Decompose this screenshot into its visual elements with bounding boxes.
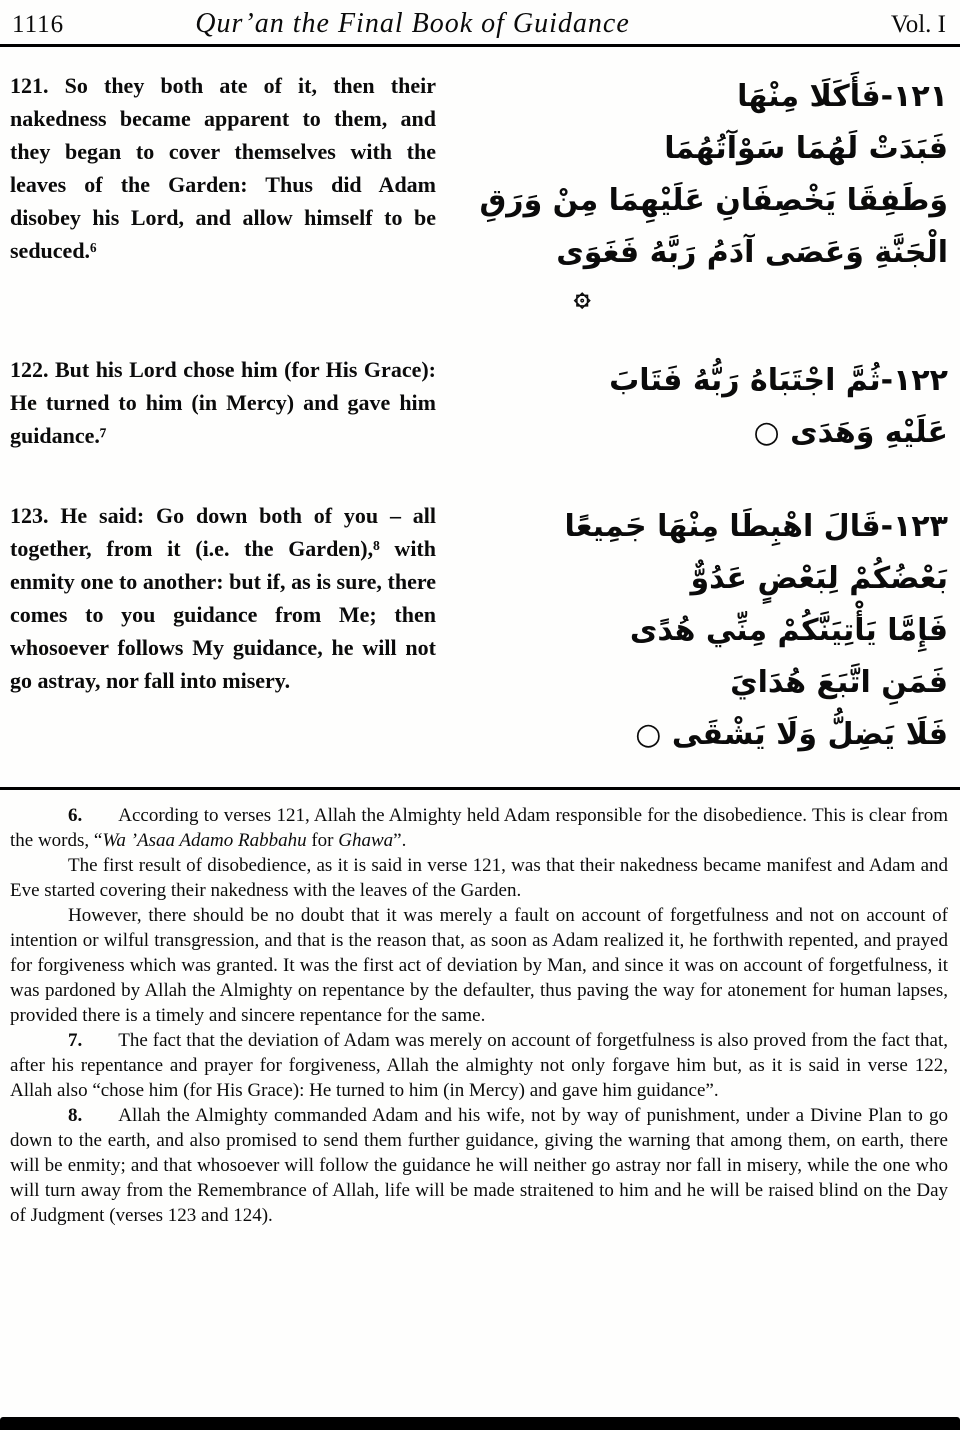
footnote-paragraph bbox=[10, 1028, 948, 1103]
verse-123-english: 123. He said: Go down both of you – all together, from it (i.e. the Garden),⁸ with enmity one to another: but if, as is sure, there comes to you guidance from Me; then whosoever follows My guidance, he will not go astray, nor fall into misery. bbox=[10, 503, 436, 693]
arabic-line: فَلَا يَضِلُّ وَلَا يَشْقَى ○ bbox=[635, 717, 948, 752]
footnote-text: However, there should be no doubt that it was merely a fault on account of forgetfulness and not on account of intention or wilful transgression, and that is the reason that, as soon as Adam realized it, he forthwith repented, and prayed for forgiveness which was granted. It was the first act of deviation by Man, and since it was on account of forgetfulness, it was pardoned by Allah the Almighty on repentance by the defaulter, thus paving the way for atonement for human lapses, provided there is a timely and sincere repentance for the same. bbox=[10, 905, 948, 1026]
footnote-number: 6. bbox=[68, 805, 83, 826]
arabic-line: الْجَنَّةِ وَعَصَى آدَمُ رَبَّهُ فَغَوَى bbox=[556, 235, 948, 270]
footnote-text: Wa ’Asaa Adamo Rabbahu bbox=[102, 830, 307, 851]
page-header bbox=[0, 0, 960, 44]
footnote-text: for bbox=[306, 830, 339, 851]
ruku-mark: ۞ bbox=[574, 279, 591, 312]
arabic-line: فَإِمَّا يَأْتِيَنَّكُمْ مِنِّي هُدًى bbox=[629, 613, 948, 648]
footnote-text: Allah the Almighty commanded Adam and his wife, not by way of punishment, under a Divine Plan to go down to the earth, and also promised to send them further guidance, giving the warning that among them, on earth, there will be enmity; and that whosoever will follow the guidance he will neither go astray nor fall in misery, while the one who will turn away from the Remembrance of Allah, life will be made straitened to him and he will be raised blind on the Day of Judgment (verses 123 and 124). bbox=[10, 1105, 948, 1226]
verse-121-english: 121. So they both ate of it, then their nakedness became apparent to them, and they began to cover themselves with the leaves of the Garden: Thus did Adam disobey his Lord, and allow himself to be seduced.⁶ bbox=[10, 73, 436, 263]
footnote-text: Ghawa bbox=[338, 830, 394, 851]
verse-123-arabic bbox=[456, 499, 948, 761]
footnote-text: The first result of disobedience, as it is said in verse 121, was that their nakedness became manifest and Adam and Eve started covering their nakedness with the leaves of the Garden. bbox=[10, 855, 948, 901]
volume-label: Vol. I bbox=[890, 11, 946, 38]
page-bottom-scan-bar bbox=[0, 1417, 960, 1430]
page-number: 1116 bbox=[12, 11, 65, 38]
arabic-line: عَلَيْهِ وَهَدَى ○ bbox=[753, 415, 948, 450]
arabic-line: ۱۲۲-ثُمَّ اجْتَبَاهُ رَبُّهُ فَتَابَ bbox=[609, 363, 948, 398]
verse-122-english: 122. But his Lord chose him (for His Grace): He turned to him (in Mercy) and gave him guidance.⁷ bbox=[10, 357, 436, 448]
footnote-paragraph bbox=[10, 903, 948, 1028]
footnote-number: 8. bbox=[68, 1105, 83, 1126]
arabic-line: فَمَنِ اتَّبَعَ هُدَايَ bbox=[730, 665, 948, 700]
arabic-line: وَطَفِقَا يَخْصِفَانِ عَلَيْهِمَا مِنْ وَرَقِ bbox=[479, 183, 948, 218]
arabic-line: ۱۲۳-قَالَ اهْبِطَا مِنْهَا جَمِيعًا bbox=[564, 509, 948, 544]
footnote-text: ”. bbox=[393, 830, 407, 851]
verse-121-arabic bbox=[456, 69, 948, 313]
verse-block-121 bbox=[10, 69, 948, 313]
arabic-line: فَبَدَتْ لَهُمَا سَوْآتُهُمَا bbox=[664, 131, 948, 166]
arabic-line: ۱۲۱-فَأَكَلَا مِنْهَا bbox=[737, 79, 948, 114]
footnote-paragraph bbox=[10, 853, 948, 903]
verse-block-122 bbox=[10, 353, 948, 459]
footnote-paragraph bbox=[10, 1103, 948, 1228]
footnotes-section bbox=[0, 790, 960, 1228]
arabic-line: بَعْضُكُمْ لِبَعْضٍ عَدُوٌّ bbox=[690, 561, 948, 596]
verse-block-123 bbox=[10, 499, 948, 761]
footnote-paragraph bbox=[10, 803, 948, 853]
verse-122-arabic bbox=[456, 353, 948, 459]
footnote-text: According to verses 121, Allah the Almighty held Adam responsible for the disobedience. This is clear from the words, “ bbox=[10, 805, 948, 851]
footnote-number: 7. bbox=[68, 1030, 83, 1051]
book-title: Qur’an the Final Book of Guidance bbox=[195, 8, 630, 39]
verses-section bbox=[0, 47, 960, 761]
footnote-text: The fact that the deviation of Adam was merely on account of forgetfulness is also proved from the fact that, after his repentance and prayer for forgiveness, Allah the almighty not only forgave him but, as it is said in verse 122, Allah also “chose him (for His Grace): He turned to him (in Mercy) and gave him guidance”. bbox=[10, 1030, 948, 1101]
